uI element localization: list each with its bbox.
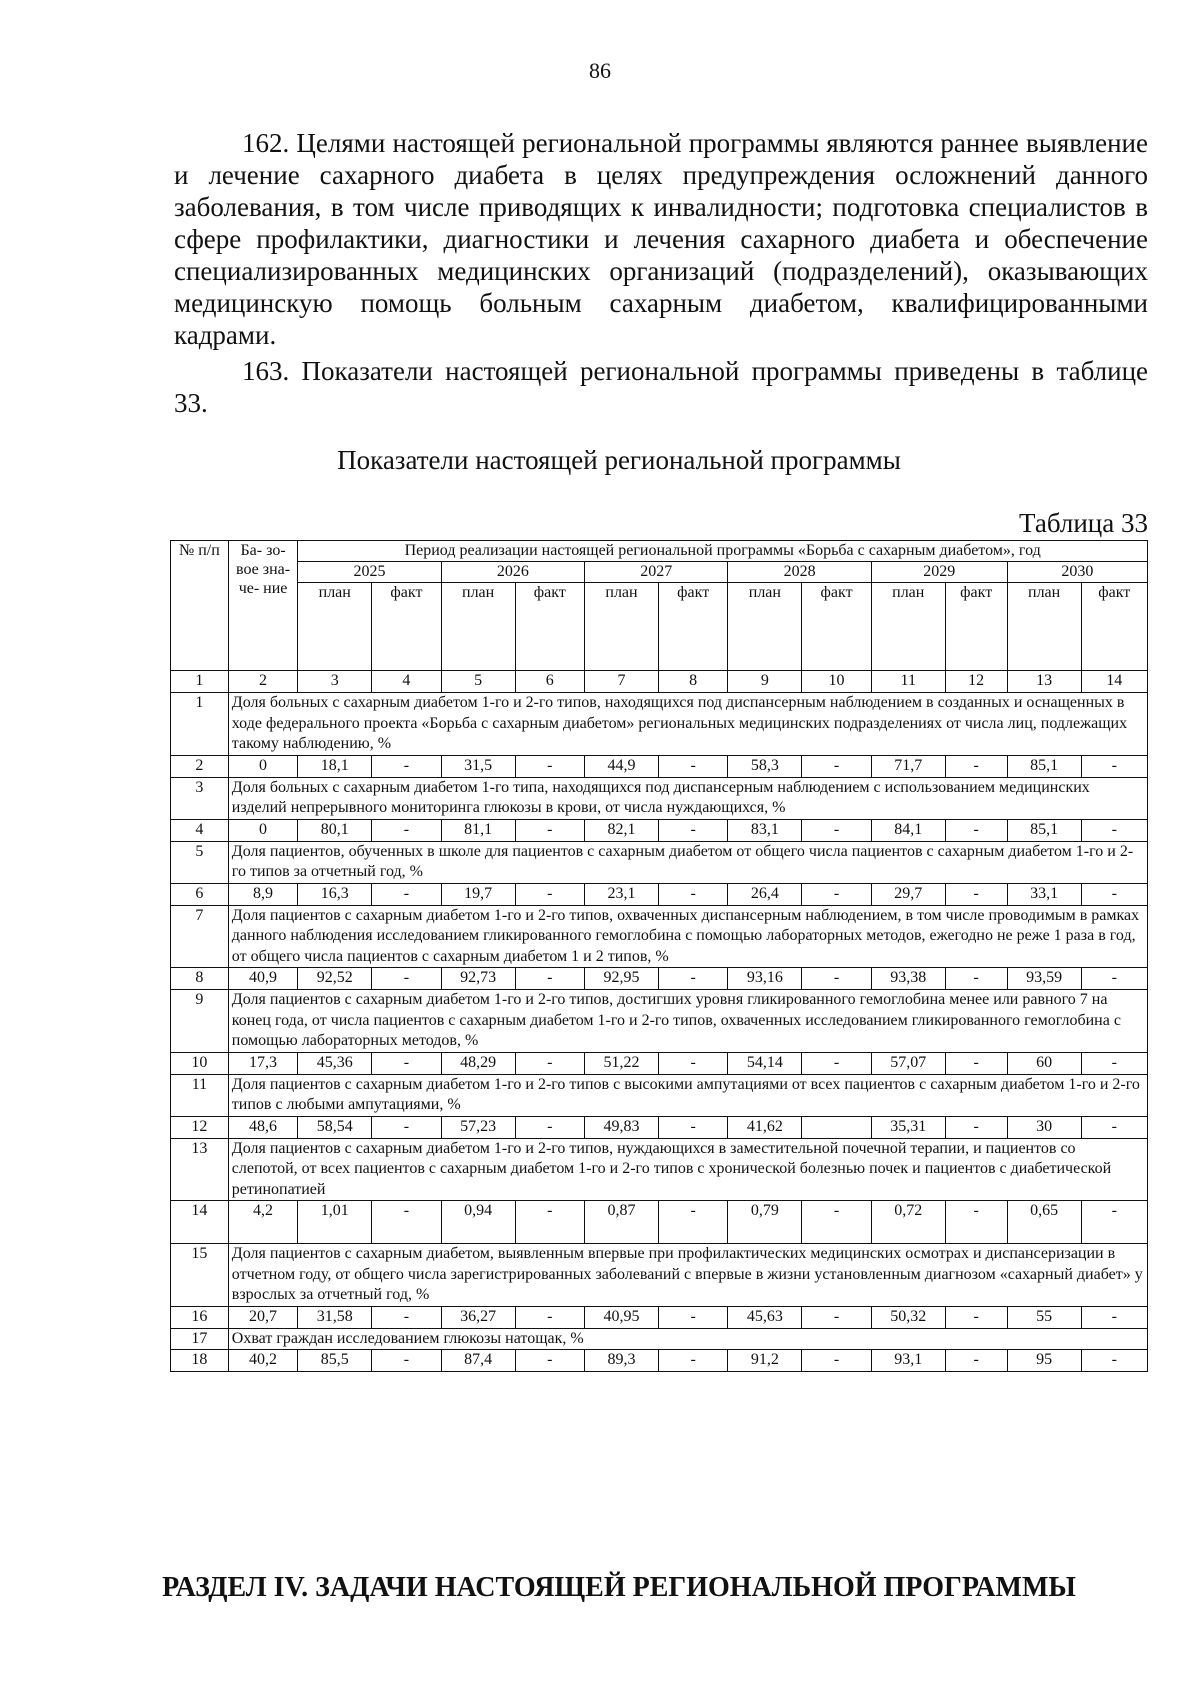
fact-value: - bbox=[372, 1201, 442, 1244]
fact-value: - bbox=[658, 883, 728, 905]
fact-value: - bbox=[658, 1052, 728, 1074]
plan-value: 57,07 bbox=[871, 1052, 945, 1074]
fact-value: - bbox=[945, 1116, 1007, 1138]
indicators-table bbox=[170, 540, 1148, 1372]
column-number: 1 bbox=[171, 671, 229, 693]
fact-value: - bbox=[1081, 1116, 1147, 1138]
plan-value: 0,72 bbox=[871, 1201, 945, 1244]
header-plan: план bbox=[871, 583, 945, 671]
plan-value: 93,1 bbox=[871, 1350, 945, 1372]
fact-value: - bbox=[802, 755, 872, 777]
table-row-values bbox=[171, 1306, 1148, 1328]
table-row-description bbox=[171, 841, 1148, 883]
header-plan: план bbox=[441, 583, 515, 671]
table-row-description bbox=[171, 990, 1148, 1053]
row-number: 17 bbox=[171, 1328, 229, 1350]
plan-value: 50,32 bbox=[871, 1306, 945, 1328]
fact-value: - bbox=[802, 1350, 872, 1372]
header-base-value: Ба- зо- вое зна- че- ние bbox=[228, 541, 298, 671]
plan-value: 19,7 bbox=[441, 883, 515, 905]
header-fact: факт bbox=[658, 583, 728, 671]
header-plan: план bbox=[298, 583, 372, 671]
plan-value: 44,9 bbox=[585, 755, 659, 777]
plan-value: 93,16 bbox=[728, 968, 802, 990]
plan-value: 30 bbox=[1007, 1116, 1081, 1138]
indicator-description: Доля пациентов, обученных в школе для пациентов с сахарным диабетом от общего числа пациентов с сахарным диабетом 1-го и 2-го типов за отчетный год, % bbox=[228, 841, 1147, 883]
fact-value: - bbox=[1081, 1306, 1147, 1328]
plan-value: 81,1 bbox=[441, 819, 515, 841]
column-number: 3 bbox=[298, 671, 372, 693]
plan-value: 57,23 bbox=[441, 1116, 515, 1138]
plan-value: 80,1 bbox=[298, 819, 372, 841]
row-number: 15 bbox=[171, 1244, 229, 1307]
plan-value: 0,87 bbox=[585, 1201, 659, 1244]
fact-value: - bbox=[515, 1052, 585, 1074]
column-number: 5 bbox=[441, 671, 515, 693]
column-number: 13 bbox=[1007, 671, 1081, 693]
column-number: 6 bbox=[515, 671, 585, 693]
header-year: 2028 bbox=[728, 562, 871, 583]
fact-value: - bbox=[1081, 1052, 1147, 1074]
base-value: 48,6 bbox=[228, 1116, 298, 1138]
fact-value: - bbox=[945, 1201, 1007, 1244]
header-fact: факт bbox=[802, 583, 872, 671]
page-number: 86 bbox=[589, 58, 611, 83]
fact-value bbox=[802, 1116, 872, 1138]
plan-value: 33,1 bbox=[1007, 883, 1081, 905]
fact-value: - bbox=[658, 1116, 728, 1138]
fact-value: - bbox=[1081, 883, 1147, 905]
header-year: 2030 bbox=[1007, 562, 1147, 583]
fact-value: - bbox=[515, 1116, 585, 1138]
fact-value: - bbox=[372, 968, 442, 990]
base-value: 0 bbox=[228, 819, 298, 841]
column-number: 14 bbox=[1081, 671, 1147, 693]
row-number: 11 bbox=[171, 1074, 229, 1116]
fact-value: - bbox=[1081, 819, 1147, 841]
header-year: 2027 bbox=[585, 562, 728, 583]
row-number: 3 bbox=[171, 777, 229, 819]
plan-value: 26,4 bbox=[728, 883, 802, 905]
column-number: 4 bbox=[372, 671, 442, 693]
plan-value: 18,1 bbox=[298, 755, 372, 777]
header-plan: план bbox=[728, 583, 802, 671]
plan-value: 92,95 bbox=[585, 968, 659, 990]
plan-value: 71,7 bbox=[871, 755, 945, 777]
row-number: 7 bbox=[171, 905, 229, 968]
fact-value: - bbox=[658, 819, 728, 841]
paragraph-162: 162. Целями настоящей региональной программы являются раннее выявление и лечение сахарного диабета в целях предупреждения осложнений данного заболевания, в том числе приводящих к инвалидности; подготовка специалистов в сфере профилактики, диагностики и лечения сахарного диабета и обеспечение специализированных медицинских организаций (подразделений), оказывающих медицинскую помощь больным сахарным диабетом, квалифицированными кадрами. bbox=[174, 128, 1148, 350]
fact-value: - bbox=[802, 1201, 872, 1244]
indicator-description: Доля пациентов с сахарным диабетом 1-го и 2-го типов, охваченных диспансерным наблюдением, в том числе проводимым в рамках данного наблюдения исследованием гликированного гемоглобина с помощью лабораторных методов, ежегодно не реже 1 раза в год, от общего числа пациентов с сахарным диабетом 1 и 2 типов, % bbox=[228, 905, 1147, 968]
header-period: Период реализации настоящей региональной программы «Борьба с сахарным диабетом», год bbox=[298, 541, 1148, 562]
row-number: 18 bbox=[171, 1350, 229, 1372]
plan-value: 85,1 bbox=[1007, 819, 1081, 841]
indicator-description: Доля пациентов с сахарным диабетом 1-го и 2-го типов, достигших уровня гликированного гемоглобина менее или равного 7 на конец года, от числа пациентов с сахарным диабетом 1-го и 2-го типов, охваченных исследованием гликированного гемоглобина с помощью лабораторных методов, % bbox=[228, 990, 1147, 1053]
header-plan: план bbox=[1007, 583, 1081, 671]
plan-value: 54,14 bbox=[728, 1052, 802, 1074]
fact-value: - bbox=[945, 883, 1007, 905]
plan-value: 40,95 bbox=[585, 1306, 659, 1328]
fact-value: - bbox=[372, 1306, 442, 1328]
fact-value: - bbox=[372, 1350, 442, 1372]
row-number: 10 bbox=[171, 1052, 229, 1074]
plan-value: 55 bbox=[1007, 1306, 1081, 1328]
column-number: 2 bbox=[228, 671, 298, 693]
row-number: 12 bbox=[171, 1116, 229, 1138]
table-row-description bbox=[171, 1328, 1148, 1350]
base-value: 17,3 bbox=[228, 1052, 298, 1074]
plan-value: 92,52 bbox=[298, 968, 372, 990]
indicator-description: Доля больных с сахарным диабетом 1-го и 2-го типов, находящихся под диспансерным наблюдением в созданных и оснащенных в ходе федерального проекта «Борьба с сахарным диабетом» региональных медицинских подразделениях от числа лиц, подлежащих такому наблюдению, % bbox=[228, 693, 1147, 756]
header-fact: факт bbox=[945, 583, 1007, 671]
header-fact: факт bbox=[372, 583, 442, 671]
fact-value: - bbox=[515, 883, 585, 905]
fact-value: - bbox=[515, 1306, 585, 1328]
plan-value: 58,54 bbox=[298, 1116, 372, 1138]
fact-value: - bbox=[1081, 968, 1147, 990]
plan-value: 35,31 bbox=[871, 1116, 945, 1138]
table-row-values bbox=[171, 1350, 1148, 1372]
plan-value: 93,38 bbox=[871, 968, 945, 990]
row-number: 16 bbox=[171, 1306, 229, 1328]
fact-value: - bbox=[802, 883, 872, 905]
plan-value: 31,58 bbox=[298, 1306, 372, 1328]
plan-value: 60 bbox=[1007, 1052, 1081, 1074]
fact-value: - bbox=[802, 1306, 872, 1328]
fact-value: - bbox=[515, 819, 585, 841]
fact-value: - bbox=[802, 1052, 872, 1074]
plan-value: 93,59 bbox=[1007, 968, 1081, 990]
table-row-values bbox=[171, 1116, 1148, 1138]
column-number: 11 bbox=[871, 671, 945, 693]
plan-value: 48,29 bbox=[441, 1052, 515, 1074]
fact-value: - bbox=[1081, 755, 1147, 777]
fact-value: - bbox=[658, 1201, 728, 1244]
fact-value: - bbox=[372, 1052, 442, 1074]
base-value: 0 bbox=[228, 755, 298, 777]
column-number: 12 bbox=[945, 671, 1007, 693]
plan-value: 91,2 bbox=[728, 1350, 802, 1372]
row-number: 2 bbox=[171, 755, 229, 777]
table-row-values bbox=[171, 819, 1148, 841]
fact-value: - bbox=[802, 819, 872, 841]
plan-value: 85,5 bbox=[298, 1350, 372, 1372]
fact-value: - bbox=[945, 1350, 1007, 1372]
header-plan: план bbox=[585, 583, 659, 671]
plan-value: 23,1 bbox=[585, 883, 659, 905]
row-number: 5 bbox=[171, 841, 229, 883]
plan-value: 45,63 bbox=[728, 1306, 802, 1328]
fact-value: - bbox=[945, 755, 1007, 777]
fact-value: - bbox=[945, 968, 1007, 990]
fact-value: - bbox=[658, 755, 728, 777]
table-row-values bbox=[171, 1201, 1148, 1244]
base-value: 4,2 bbox=[228, 1201, 298, 1244]
fact-value: - bbox=[802, 968, 872, 990]
header-fact: факт bbox=[515, 583, 585, 671]
table-row-description bbox=[171, 1244, 1148, 1307]
indicator-description: Доля пациентов с сахарным диабетом, выявленным впервые при профилактических медицинских осмотрах и диспансеризации в отчетном году, от общего числа зарегистрированных заболеваний с впервые в жизни установленным диагнозом «сахарный диабет» у взрослых за отчетный год, % bbox=[228, 1244, 1147, 1307]
base-value: 40,9 bbox=[228, 968, 298, 990]
fact-value: - bbox=[515, 968, 585, 990]
plan-value: 31,5 bbox=[441, 755, 515, 777]
fact-value: - bbox=[945, 819, 1007, 841]
indicator-description: Доля пациентов с сахарным диабетом 1-го и 2-го типов, нуждающихся в заместительной почечной терапии, и пациентов со слепотой, от всех пациентов с сахарным диабетом 1-го и 2-го типов с хронической болезнью почек и пациентов с диабетической ретинопатией bbox=[228, 1138, 1147, 1201]
plan-value: 51,22 bbox=[585, 1052, 659, 1074]
paragraph-163: 163. Показатели настоящей региональной программы приведены в таблице 33. bbox=[174, 356, 1148, 418]
base-value: 8,9 bbox=[228, 883, 298, 905]
table-row-description bbox=[171, 1074, 1148, 1116]
plan-value: 36,27 bbox=[441, 1306, 515, 1328]
fact-value: - bbox=[372, 883, 442, 905]
column-number: 9 bbox=[728, 671, 802, 693]
fact-value: - bbox=[945, 1052, 1007, 1074]
row-number: 8 bbox=[171, 968, 229, 990]
plan-value: 0,65 bbox=[1007, 1201, 1081, 1244]
header-year: 2026 bbox=[441, 562, 584, 583]
table-row-values bbox=[171, 968, 1148, 990]
fact-value: - bbox=[658, 968, 728, 990]
fact-value: - bbox=[658, 1350, 728, 1372]
plan-value: 49,83 bbox=[585, 1116, 659, 1138]
plan-value: 87,4 bbox=[441, 1350, 515, 1372]
indicator-description: Доля больных с сахарным диабетом 1-го типа, находящихся под диспансерным наблюдением с использованием медицинских изделий непрерывного мониторинга глюкозы в крови, от числа нуждающихся, % bbox=[228, 777, 1147, 819]
header-year: 2029 bbox=[871, 562, 1007, 583]
plan-value: 82,1 bbox=[585, 819, 659, 841]
section-title: РАЗДЕЛ IV. ЗАДАЧИ НАСТОЯЩЕЙ РЕГИОНАЛЬНОЙ ПРОГРАММЫ bbox=[162, 1572, 1076, 1603]
fact-value: - bbox=[945, 1306, 1007, 1328]
plan-value: 95 bbox=[1007, 1350, 1081, 1372]
plan-value: 45,36 bbox=[298, 1052, 372, 1074]
plan-value: 85,1 bbox=[1007, 755, 1081, 777]
plan-value: 58,3 bbox=[728, 755, 802, 777]
column-number: 7 bbox=[585, 671, 659, 693]
fact-value: - bbox=[372, 755, 442, 777]
plan-value: 41,62 bbox=[728, 1116, 802, 1138]
table-row-values bbox=[171, 1052, 1148, 1074]
fact-value: - bbox=[515, 1201, 585, 1244]
row-number: 13 bbox=[171, 1138, 229, 1201]
plan-value: 83,1 bbox=[728, 819, 802, 841]
fact-value: - bbox=[658, 1306, 728, 1328]
plan-value: 89,3 bbox=[585, 1350, 659, 1372]
table-row-description bbox=[171, 905, 1148, 968]
table-row-description bbox=[171, 777, 1148, 819]
row-number: 1 bbox=[171, 693, 229, 756]
base-value: 40,2 bbox=[228, 1350, 298, 1372]
row-number: 14 bbox=[171, 1201, 229, 1244]
header-year: 2025 bbox=[298, 562, 441, 583]
fact-value: - bbox=[1081, 1201, 1147, 1244]
header-no: № п/п bbox=[171, 541, 229, 671]
plan-value: 0,94 bbox=[441, 1201, 515, 1244]
indicator-description: Охват граждан исследованием глюкозы натощак, % bbox=[228, 1328, 1147, 1350]
plan-value: 1,01 bbox=[298, 1201, 372, 1244]
row-number: 6 bbox=[171, 883, 229, 905]
table-row-description bbox=[171, 693, 1148, 756]
table-row-values bbox=[171, 883, 1148, 905]
row-number: 9 bbox=[171, 990, 229, 1053]
plan-value: 0,79 bbox=[728, 1201, 802, 1244]
base-value: 20,7 bbox=[228, 1306, 298, 1328]
plan-value: 92,73 bbox=[441, 968, 515, 990]
column-number: 8 bbox=[658, 671, 728, 693]
row-number: 4 bbox=[171, 819, 229, 841]
fact-value: - bbox=[515, 1350, 585, 1372]
fact-value: - bbox=[1081, 1350, 1147, 1372]
table-row-description bbox=[171, 1138, 1148, 1201]
fact-value: - bbox=[515, 755, 585, 777]
table-number: Таблица 33 bbox=[1019, 508, 1148, 538]
fact-value: - bbox=[372, 1116, 442, 1138]
header-fact: факт bbox=[1081, 583, 1147, 671]
column-numbers-row bbox=[171, 671, 1148, 693]
plan-value: 84,1 bbox=[871, 819, 945, 841]
plan-value: 29,7 bbox=[871, 883, 945, 905]
table-row-values bbox=[171, 755, 1148, 777]
table-title: Показатели настоящей региональной программы bbox=[337, 445, 901, 475]
column-number: 10 bbox=[802, 671, 872, 693]
indicator-description: Доля пациентов с сахарным диабетом 1-го и 2-го типов с высокими ампутациями от всех пациентов с сахарным диабетом 1-го и 2-го типов с любыми ампутациями, % bbox=[228, 1074, 1147, 1116]
fact-value: - bbox=[372, 819, 442, 841]
plan-value: 16,3 bbox=[298, 883, 372, 905]
